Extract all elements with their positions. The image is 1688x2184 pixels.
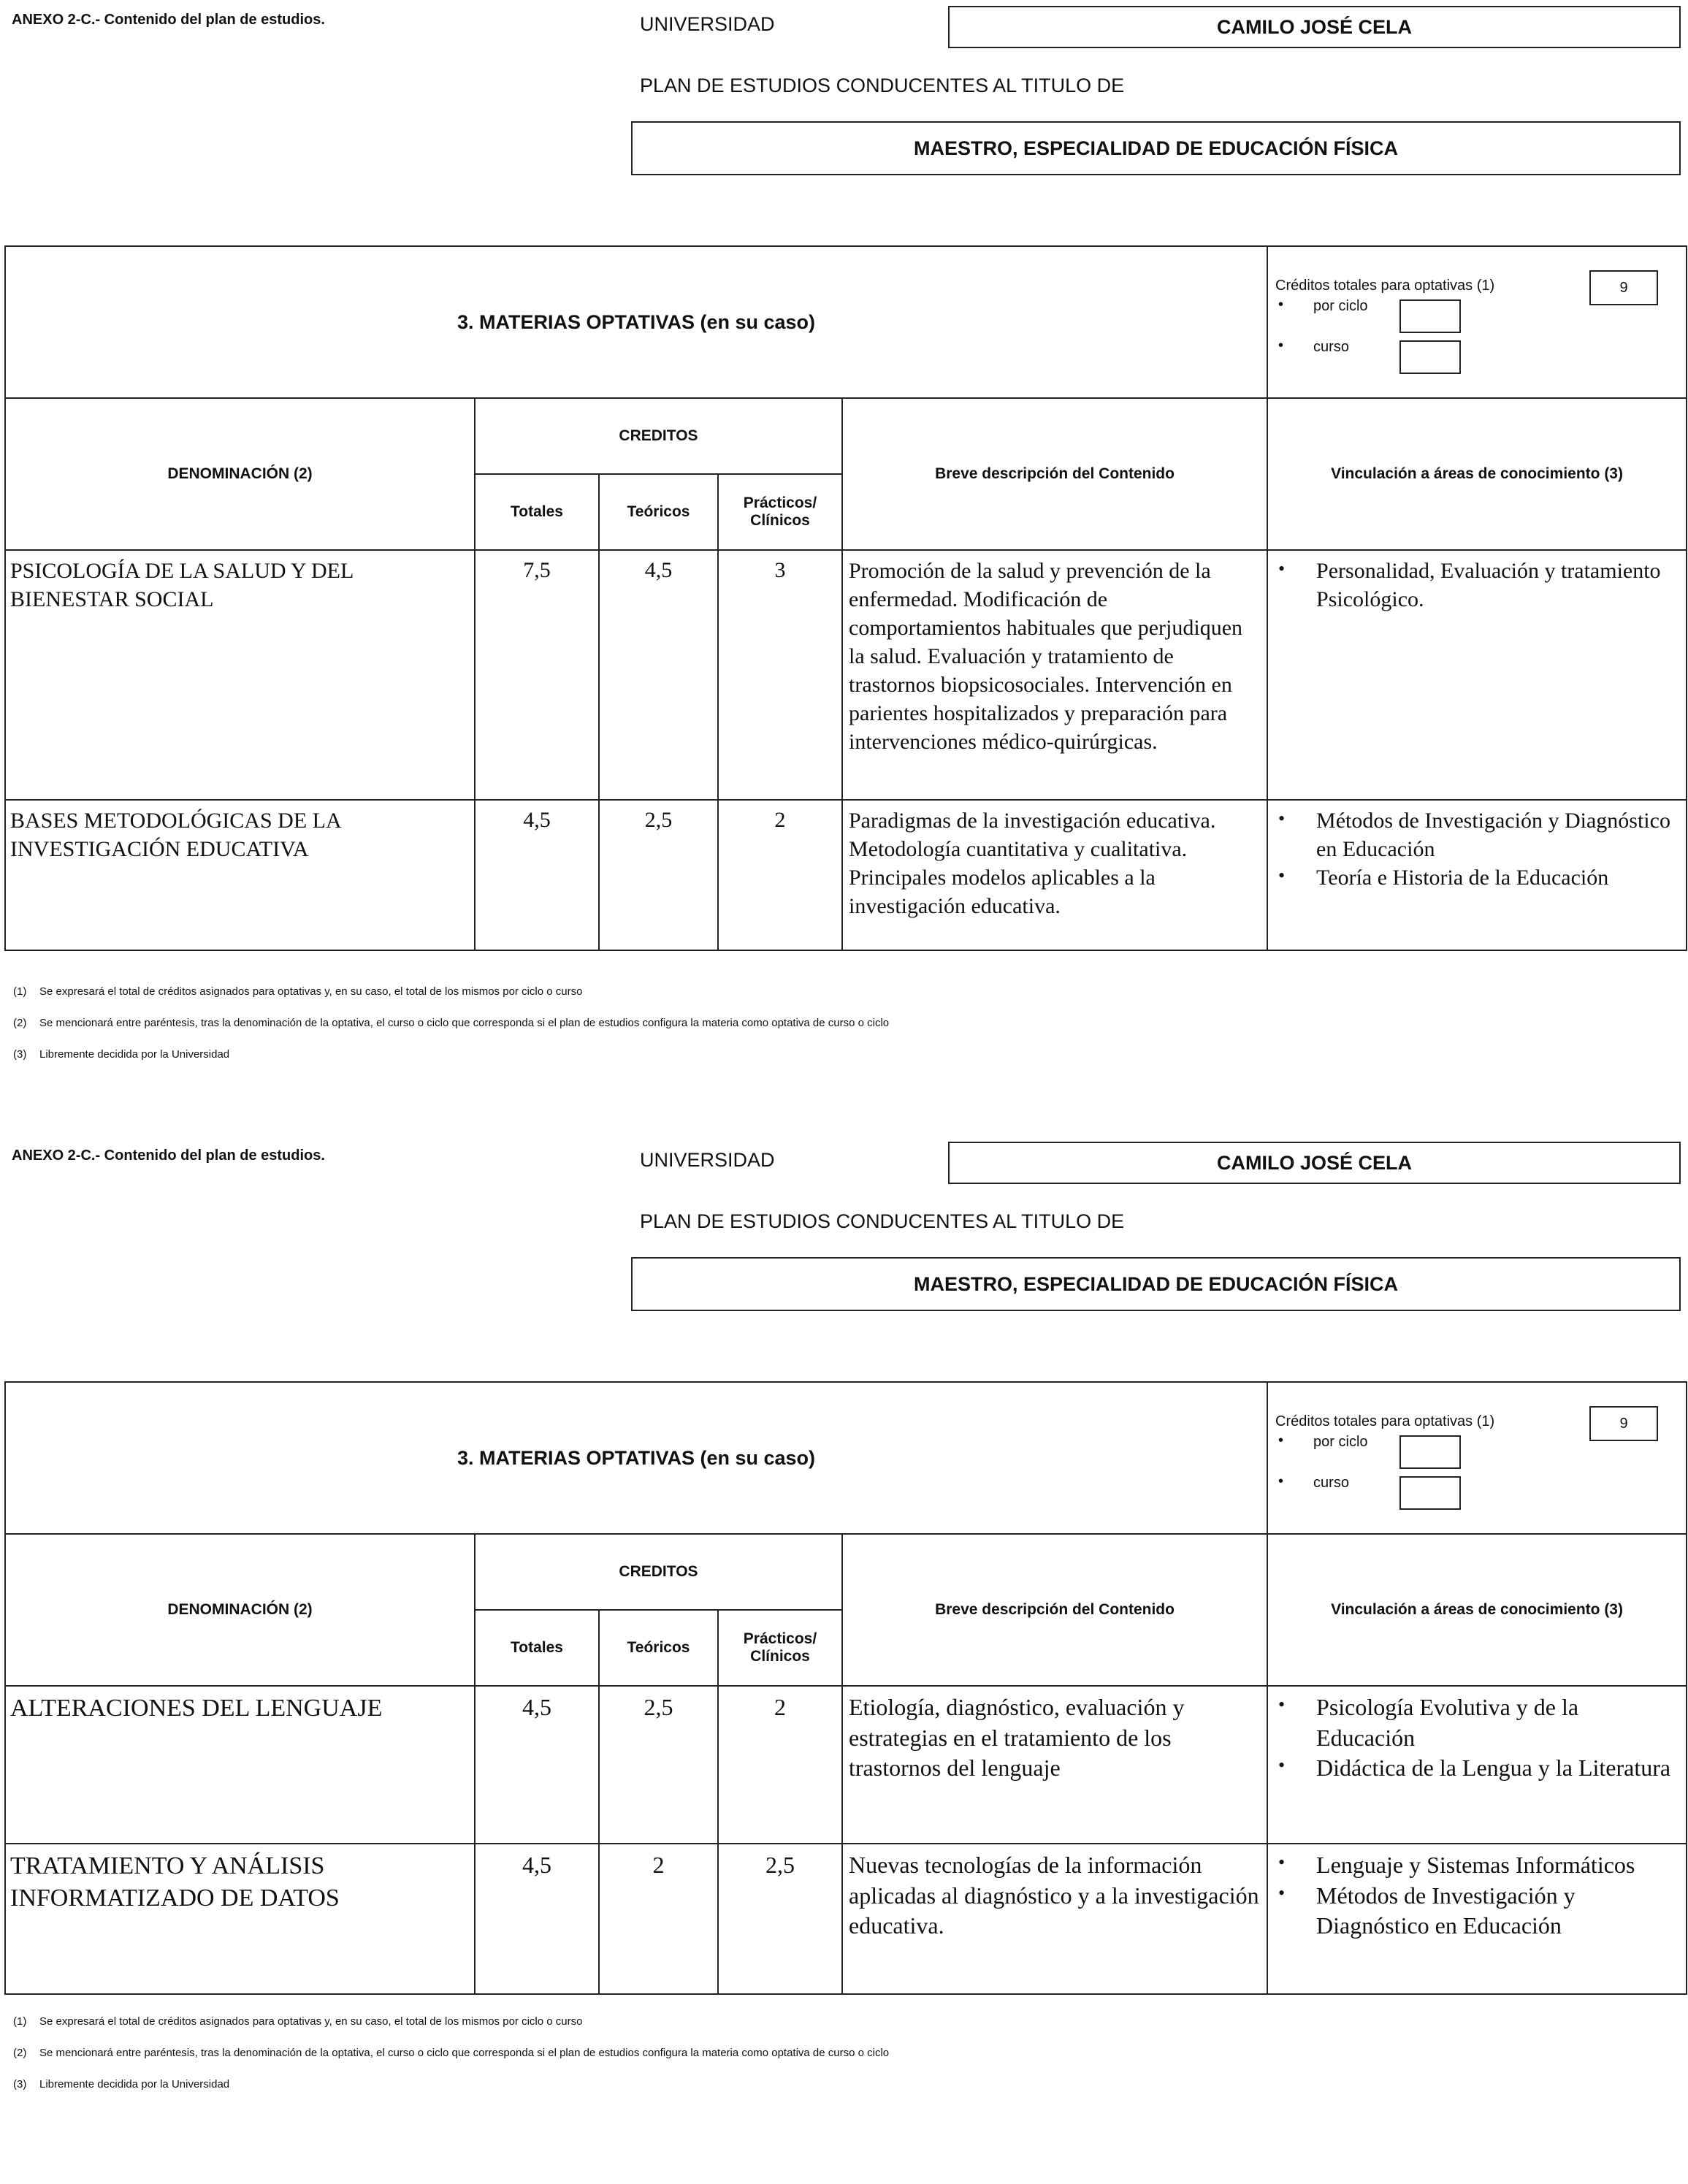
area-item: • Psicología Evolutiva y de la Educación — [1316, 1692, 1681, 1753]
row-teoricos: 2,5 — [599, 1686, 718, 1844]
area-item: • Lenguaje y Sistemas Informáticos — [1316, 1850, 1681, 1881]
row-totales: 4,5 — [475, 1844, 599, 1994]
area-item: • Métodos de Investigación y Diagnóstico en Educación — [1316, 806, 1681, 863]
header-vinculacion: Vinculación a áreas de conocimiento (3) — [1267, 398, 1687, 550]
titulo-value-box — [631, 1257, 1681, 1311]
curso-box — [1399, 1476, 1461, 1510]
row-teoricos: 2 — [599, 1844, 718, 1994]
table-row — [5, 800, 1687, 950]
header-denominacion: DENOMINACIÓN (2) — [5, 1534, 475, 1686]
header-denominacion: DENOMINACIÓN (2) — [5, 398, 475, 550]
anexo-heading: ANEXO 2-C.- Contenido del plan de estudios. — [12, 1148, 325, 1164]
creditos-totales-value: 9 — [1619, 1415, 1628, 1432]
area-item: • Métodos de Investigación y Diagnóstico en Educación — [1316, 1881, 1681, 1941]
table-row — [5, 550, 1687, 800]
universidad-value-box — [948, 6, 1681, 48]
table-row — [5, 1686, 1687, 1844]
footnote-3: (3) Libremente decidida por la Universidad — [13, 2078, 230, 2091]
header-practicos: Prácticos/ Clínicos — [718, 1610, 842, 1686]
header-creditos: CREDITOS — [475, 1534, 842, 1610]
row-denominacion: ALTERACIONES DEL LENGUAJE — [5, 1686, 475, 1844]
universidad-value: CAMILO JOSÉ CELA — [1216, 1151, 1413, 1174]
creditos-totales-cell — [1267, 246, 1687, 398]
footnote-1: (1) Se expresará el total de créditos asignados para optativas y, en su caso, el total de los mismos por ciclo o curso — [13, 985, 583, 998]
universidad-label: UNIVERSIDAD — [640, 13, 775, 35]
area-item: • Didáctica de la Lengua y la Literatura — [1316, 1753, 1681, 1784]
creditos-totales-value: 9 — [1619, 279, 1628, 296]
universidad-label: UNIVERSIDAD — [640, 1149, 775, 1171]
header-creditos: CREDITOS — [475, 398, 842, 474]
page-1 — [0, 0, 1688, 1061]
row-practicos: 2 — [718, 800, 842, 950]
section-title: 3. MATERIAS OPTATIVAS (en su caso) — [5, 246, 1267, 398]
footnote-2: (2) Se mencionará entre paréntesis, tras la denominación de la optativa, el curso o ciclo que corresponda si el plan de estudios configura la materia como optativa de curso o ciclo — [13, 2047, 890, 2059]
row-descripcion: Promoción de la salud y prevención de la enfermedad. Modificación de comportamientos habituales que perjudiquen la salud. Evaluación y tratamiento de trastornos biopsicosociales. Intervención en parientes hospitalizados y preparación para intervenciones médico-quirúrgicas. — [842, 550, 1267, 800]
row-totales: 7,5 — [475, 550, 599, 800]
header-teoricos: Teóricos — [599, 1610, 718, 1686]
row-denominacion: BASES METODOLÓGICAS DE LA INVESTIGACIÓN EDUCATIVA — [5, 800, 475, 950]
page-2 — [0, 1136, 1688, 2184]
area-item: • Teoría e Historia de la Educación — [1316, 863, 1681, 892]
titulo-value: MAESTRO, ESPECIALIDAD DE EDUCACIÓN FÍSICA — [913, 1272, 1399, 1295]
titulo-value: MAESTRO, ESPECIALIDAD DE EDUCACIÓN FÍSICA — [913, 137, 1399, 159]
creditos-totales-value-box — [1589, 270, 1658, 305]
row-descripcion: Paradigmas de la investigación educativa. Metodología cuantitativa y cualitativa. Principales modelos aplicables a la investigación educativa. — [842, 800, 1267, 950]
por-ciclo-box — [1399, 299, 1461, 333]
row-teoricos: 2,5 — [599, 800, 718, 950]
footnote-3: (3) Libremente decidida por la Universidad — [13, 1048, 230, 1061]
row-denominacion: PSICOLOGÍA DE LA SALUD Y DEL BIENESTAR SOCIAL — [5, 550, 475, 800]
row-practicos: 2,5 — [718, 1844, 842, 1994]
por-ciclo-box — [1399, 1435, 1461, 1469]
row-areas — [1267, 800, 1687, 950]
row-descripcion: Nuevas tecnologías de la información aplicadas al diagnóstico y a la investigación educativa. — [842, 1844, 1267, 1994]
creditos-totales-cell — [1267, 1382, 1687, 1534]
curso-label: curso — [1313, 339, 1349, 355]
row-denominacion: TRATAMIENTO Y ANÁLISIS INFORMATIZADO DE DATOS — [5, 1844, 475, 1994]
optativas-table — [4, 245, 1687, 951]
header-totales: Totales — [475, 1610, 599, 1686]
header-vinculacion: Vinculación a áreas de conocimiento (3) — [1267, 1534, 1687, 1686]
header-descripcion: Breve descripción del Contenido — [842, 1534, 1267, 1686]
header-totales: Totales — [475, 474, 599, 550]
universidad-value-box — [948, 1142, 1681, 1184]
area-item: • Personalidad, Evaluación y tratamiento Psicológico. — [1316, 557, 1681, 614]
bullet-icon: • — [1278, 297, 1284, 313]
header-descripcion: Breve descripción del Contenido — [842, 398, 1267, 550]
table-row — [5, 1844, 1687, 1994]
section-title: 3. MATERIAS OPTATIVAS (en su caso) — [5, 1382, 1267, 1534]
plan-label: PLAN DE ESTUDIOS CONDUCENTES AL TITULO DE — [640, 75, 1125, 96]
footnote-1: (1) Se expresará el total de créditos asignados para optativas y, en su caso, el total de los mismos por ciclo o curso — [13, 2015, 583, 2028]
titulo-value-box — [631, 121, 1681, 175]
curso-label: curso — [1313, 1475, 1349, 1491]
row-totales: 4,5 — [475, 800, 599, 950]
bullet-icon: • — [1278, 1473, 1284, 1489]
creditos-totales-label: Créditos totales para optativas (1) — [1275, 1413, 1495, 1429]
row-totales: 4,5 — [475, 1686, 599, 1844]
plan-label: PLAN DE ESTUDIOS CONDUCENTES AL TITULO DE — [640, 1210, 1125, 1232]
por-ciclo-label: por ciclo — [1313, 298, 1368, 314]
por-ciclo-label: por ciclo — [1313, 1434, 1368, 1450]
row-areas — [1267, 1686, 1687, 1844]
anexo-heading: ANEXO 2-C.- Contenido del plan de estudios. — [12, 12, 325, 28]
curso-box — [1399, 340, 1461, 374]
row-descripcion: Etiología, diagnóstico, evaluación y estrategias en el tratamiento de los trastornos del lenguaje — [842, 1686, 1267, 1844]
row-practicos: 3 — [718, 550, 842, 800]
bullet-icon: • — [1278, 1432, 1284, 1448]
footnote-2: (2) Se mencionará entre paréntesis, tras la denominación de la optativa, el curso o ciclo que corresponda si el plan de estudios configura la materia como optativa de curso o ciclo — [13, 1017, 890, 1029]
footnotes — [13, 986, 889, 1080]
universidad-value: CAMILO JOSÉ CELA — [1216, 15, 1413, 38]
row-areas — [1267, 1844, 1687, 1994]
row-practicos: 2 — [718, 1686, 842, 1844]
optativas-table — [4, 1381, 1687, 1995]
creditos-totales-label: Créditos totales para optativas (1) — [1275, 278, 1495, 294]
creditos-totales-value-box — [1589, 1406, 1658, 1441]
bullet-icon: • — [1278, 337, 1284, 354]
row-teoricos: 4,5 — [599, 550, 718, 800]
header-practicos: Prácticos/ Clínicos — [718, 474, 842, 550]
row-areas — [1267, 550, 1687, 800]
header-teoricos: Teóricos — [599, 474, 718, 550]
